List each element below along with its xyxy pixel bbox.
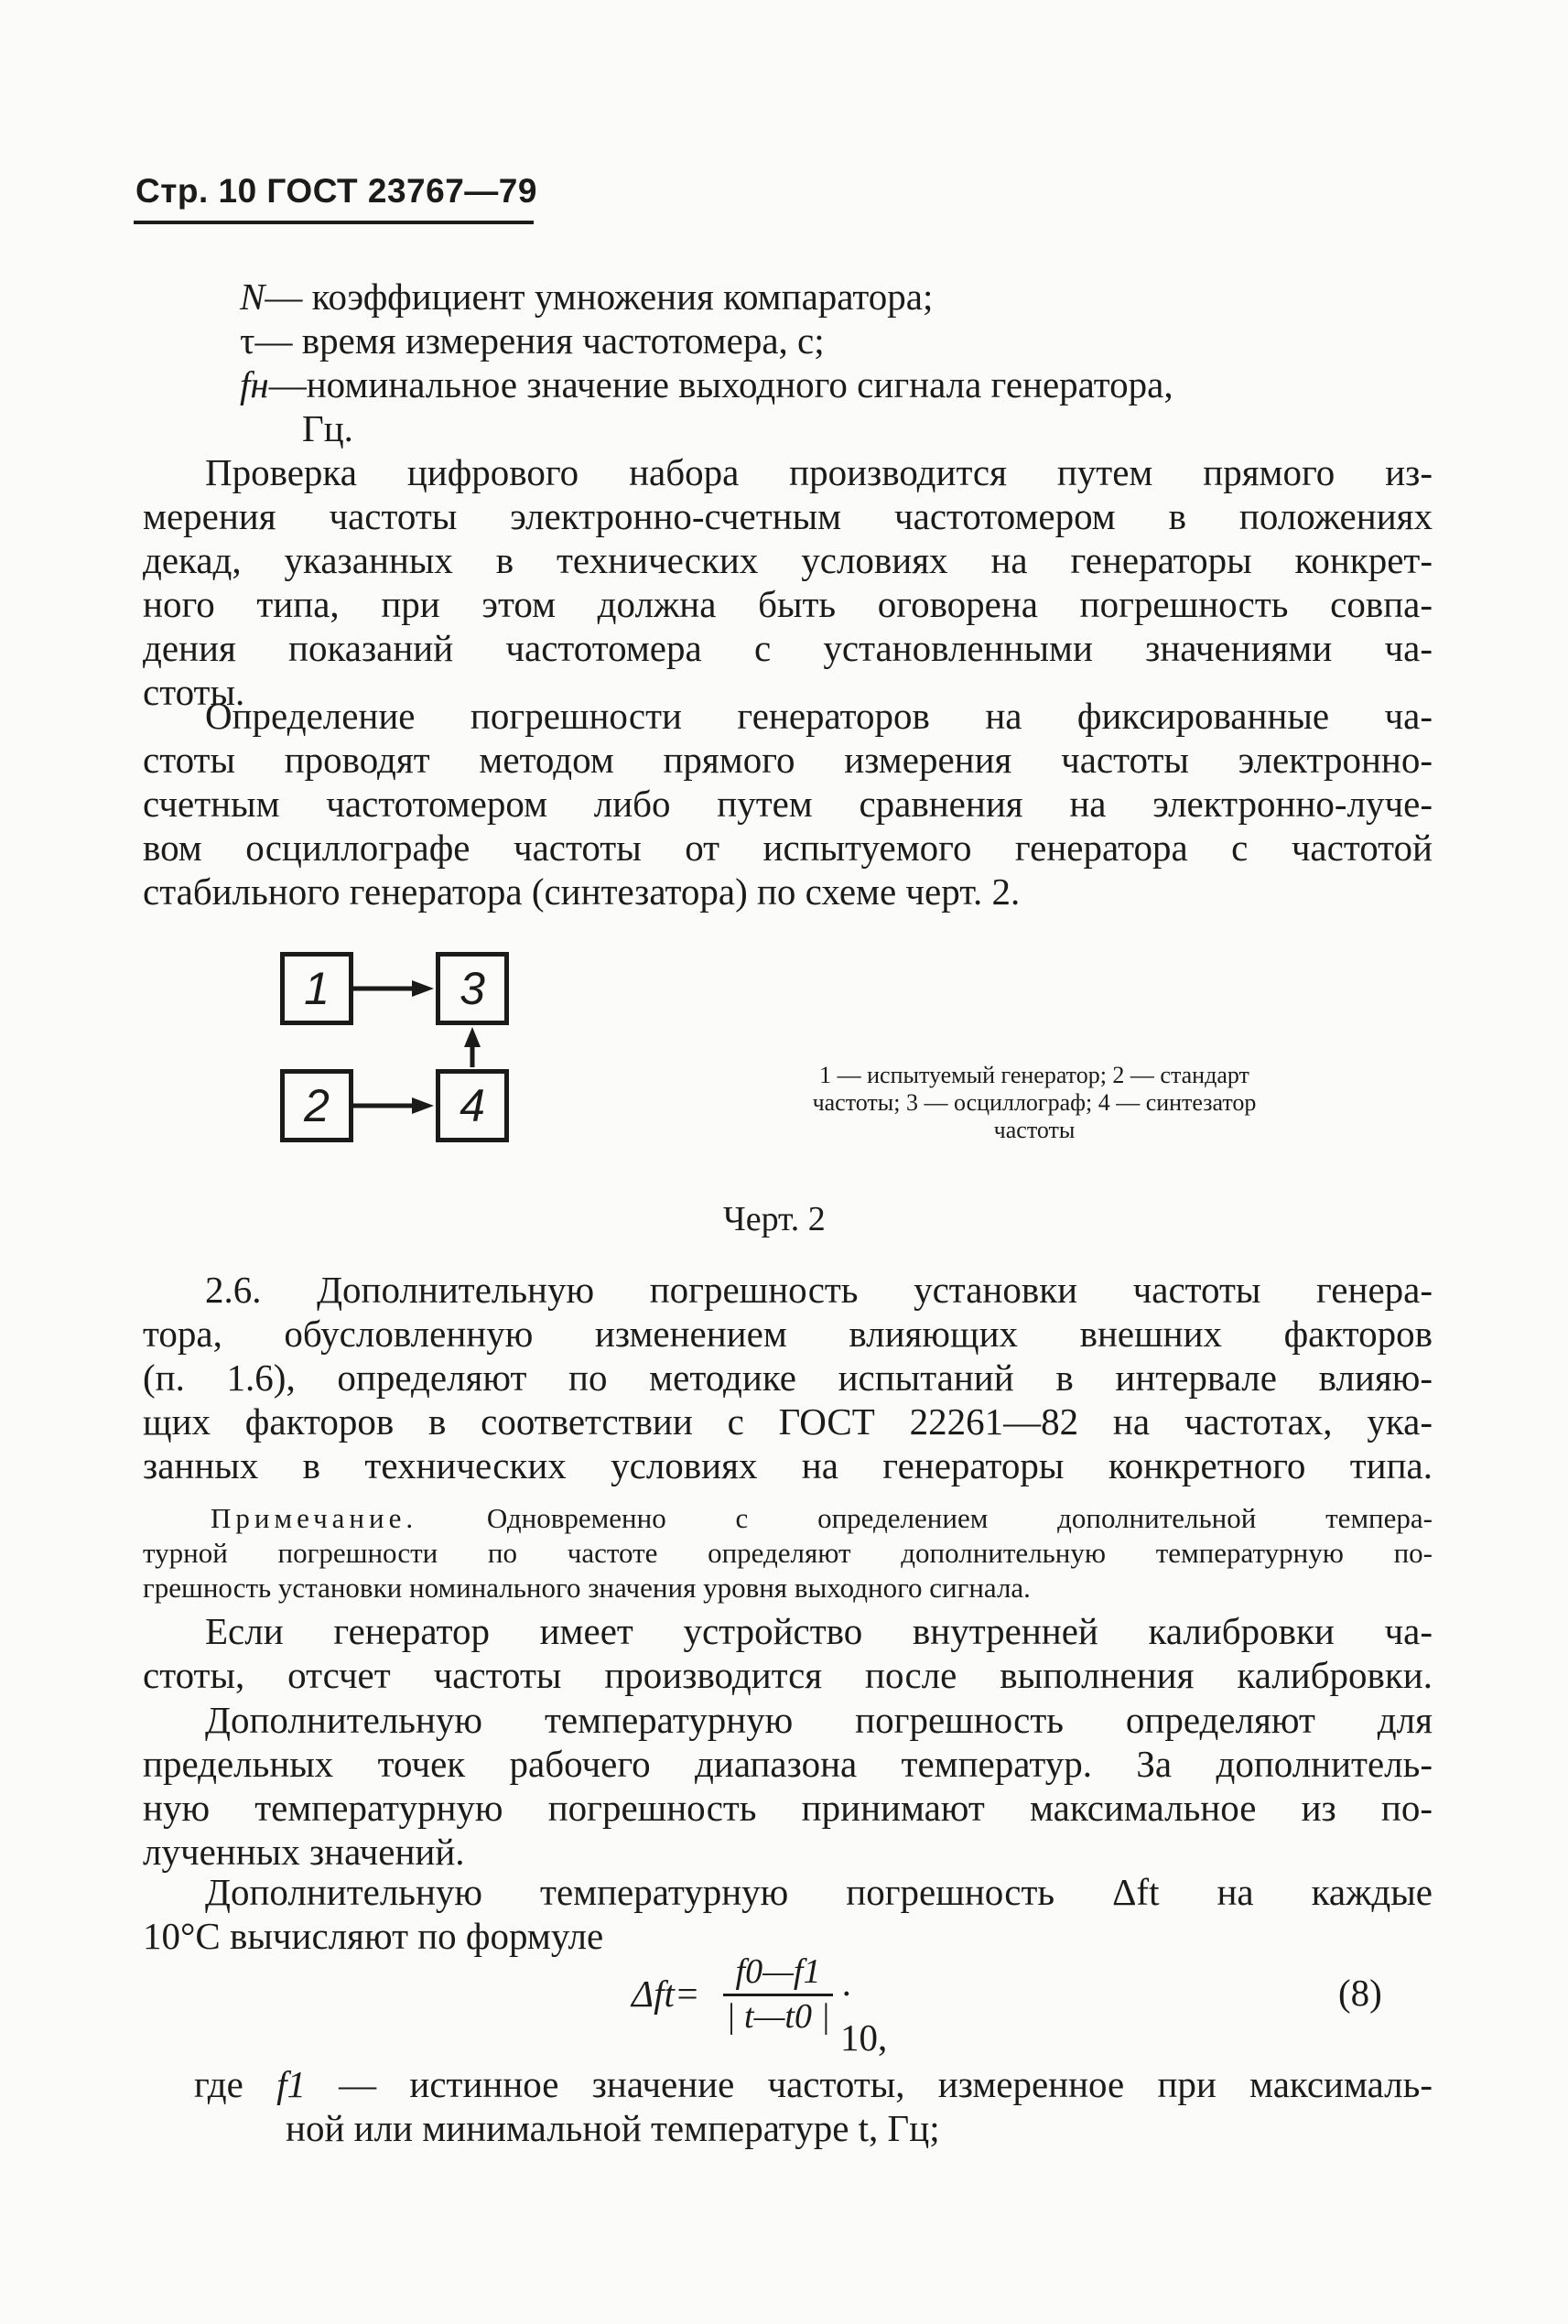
- text-line: декад, указанных в технических условиях на генераторы конкрет-: [143, 539, 1433, 581]
- diagram-caption: [732, 1062, 1336, 1144]
- text-line: щих факторов в соответствии с ГОСТ 22261—82 на частотах, ука-: [143, 1400, 1433, 1443]
- paragraph-6: [143, 1870, 1433, 1958]
- arrowhead-2-to-4: [412, 1097, 434, 1114]
- text-line: занных в технических условиях на генераторы конкретного типа.: [143, 1444, 1433, 1486]
- definitions-list: [240, 275, 1433, 450]
- diagram-box-3: 3: [436, 952, 509, 1025]
- symbol-tau: τ: [240, 319, 255, 362]
- diagram-box-4: 4: [436, 1069, 509, 1142]
- where-prefix: где: [194, 2063, 243, 2105]
- where-symbol: f1: [276, 2063, 306, 2105]
- text-line: 2.6. Дополнительную погрешность установки частоты генера-: [205, 1269, 1433, 1311]
- text-line: (п. 1.6), определяют по методике испытаний в интервале влияю-: [143, 1357, 1433, 1399]
- header-rule: [134, 221, 534, 224]
- text-line: лученных значений.: [143, 1831, 465, 1873]
- text-line: стабильного генератора (синтезатора) по схеме черт. 2.: [143, 870, 1021, 913]
- definition-fn: [240, 362, 1433, 406]
- caption-text: частоты; 3 — осциллограф; 4 — синтезатор: [812, 1089, 1257, 1116]
- note-line: грешность установки номинального значения уровня выходного сигнала.: [143, 1572, 1031, 1604]
- where-text: — истинное значение частоты, измеренное при максималь-: [305, 2063, 1433, 2105]
- symbol-n: N: [240, 276, 265, 318]
- caption-text: частоты: [993, 1117, 1076, 1143]
- figure-label: Черт. 2: [723, 1200, 826, 1238]
- text-line: вом осциллографе частоты от испытуемого генератора с частотой: [143, 827, 1433, 869]
- block-diagram: [280, 952, 520, 1153]
- definition-n: [240, 275, 1433, 319]
- diagram-box-1: 1: [280, 952, 353, 1025]
- caption-line: [732, 1062, 1336, 1089]
- caption-line: [732, 1117, 1336, 1144]
- text-line: Дополнительную температурную погрешность определяют для: [205, 1699, 1433, 1741]
- text-line: ного типа, при этом должна быть оговорена погрешность совпа-: [143, 583, 1433, 625]
- formula-8: [632, 1951, 906, 2059]
- paragraph-5: [143, 1698, 1433, 1874]
- note-title: Примечание.: [211, 1502, 418, 1534]
- formula-denominator: | t—t0 |: [723, 1994, 833, 2037]
- text-line: Определение погрешности генераторов на фиксированные ча-: [205, 695, 1433, 737]
- text-line: предельных точек рабочего диапазона температур. За дополнитель-: [143, 1743, 1433, 1785]
- symbol-fn: fн: [240, 363, 269, 405]
- paragraph-2: [143, 694, 1433, 913]
- text-line: 10°С вычисляют по формуле: [143, 1915, 604, 1957]
- definition-text: — время измерения частотомера, с;: [254, 319, 825, 362]
- text-line: тора, обусловленную изменением влияющих внешних факторов: [143, 1313, 1433, 1355]
- definition-tau: [240, 319, 1433, 362]
- caption-line: [732, 1089, 1336, 1117]
- text-line: стоты проводят методом прямого измерения частоты электронно-: [143, 739, 1433, 781]
- arrowhead-4-to-3: [464, 1027, 481, 1047]
- text-line: ную температурную погрешность принимают максимальное из по-: [143, 1787, 1433, 1829]
- formula-lhs: Δft=: [632, 1973, 700, 2015]
- text-line: стоты.: [143, 671, 245, 713]
- note-line: [143, 1501, 1433, 1536]
- where-line-1: [194, 2062, 1433, 2106]
- text-line: Если генератор имеет устройство внутренней калибровки ча-: [205, 1610, 1433, 1652]
- where-line-2: ной или минимальной температуре t, Гц;: [286, 2107, 940, 2149]
- note-block: [143, 1501, 1433, 1605]
- text-line: дения показаний частотомера с установленными значениями ча-: [143, 627, 1433, 669]
- formula-fraction: [723, 1951, 833, 2037]
- paragraph-2-6: [143, 1268, 1433, 1487]
- formula-tail: · 10,: [840, 1973, 888, 2059]
- paragraph-4: [143, 1609, 1433, 1697]
- arrowhead-1-to-3: [412, 980, 434, 997]
- text-line: счетным частотомером либо путем сравнения на электронно-луче-: [143, 783, 1433, 825]
- text-line: Дополнительную температурную погрешность Δft на каждые: [205, 1871, 1433, 1913]
- text-line: стоты, отсчет частоты производится после выполнения калибровки.: [143, 1654, 1433, 1696]
- where-clause: [194, 2062, 1433, 2150]
- definition-cont: Гц.: [302, 407, 353, 449]
- definition-text: — коэффициент умножения компаратора;: [265, 276, 934, 318]
- definition-text: —номинальное значение выходного сигнала генератора,: [268, 363, 1173, 405]
- note-line: турной погрешности по частоте определяют дополнительную температурную по-: [143, 1537, 1433, 1569]
- diagram-box-2: 2: [280, 1069, 353, 1142]
- caption-text: 1 — испытуемый генератор; 2 — стандарт: [819, 1062, 1249, 1088]
- text-line: мерения частоты электронно-счетным частотомером в положениях: [143, 495, 1433, 537]
- page-header: Стр. 10 ГОСТ 23767—79: [135, 172, 537, 210]
- paragraph-1: [143, 450, 1433, 714]
- note-text: Одновременно с определением дополнительной темпера-: [417, 1502, 1433, 1534]
- formula-numerator: f0—f1: [735, 1952, 821, 1991]
- equation-number: (8): [1338, 1972, 1382, 2014]
- text-line: Проверка цифрового набора производится путем прямого из-: [205, 451, 1433, 493]
- diagram-arrows: [280, 952, 520, 1153]
- definition-fn-cont: [240, 406, 1433, 450]
